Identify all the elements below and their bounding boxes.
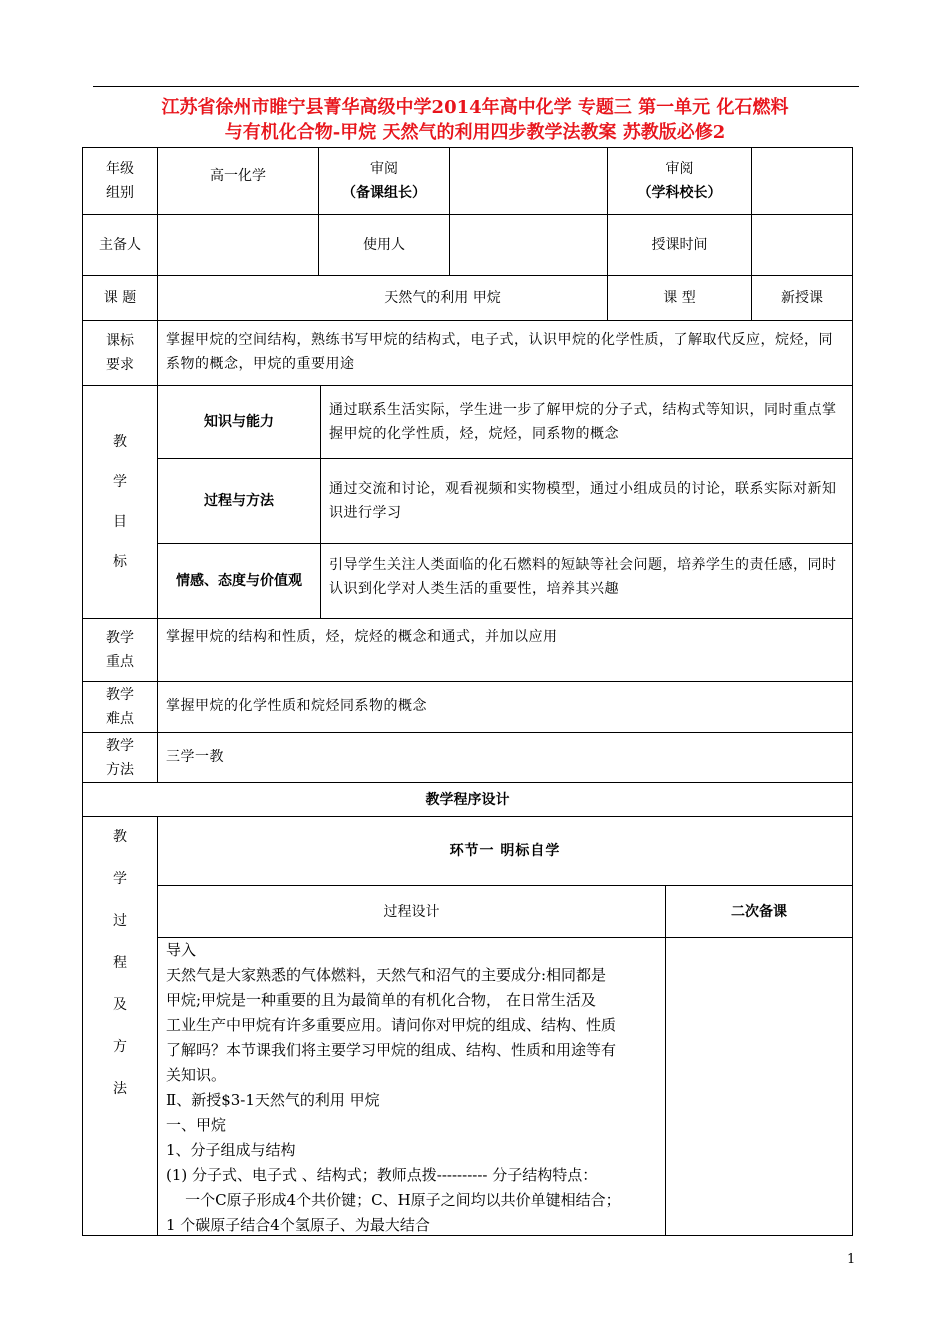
process-char-1: 教 [113, 829, 127, 845]
difficulties-label [82, 681, 158, 733]
document-title [80, 95, 870, 145]
stage-title: 环节一 明标自学 [157, 816, 853, 886]
title-line-2: 与有机化合物-甲烷 天然气的利用四步教学法教案 苏教版必修2 [224, 122, 726, 143]
procedure-title: 教学程序设计 [82, 782, 853, 817]
standard-text: 掌握甲烷的空间结构，熟练书写甲烷的结构式，电子式，认识甲烷的化学性质，了解取代反应，烷烃，同系物的概念，甲烷的重要用途 [157, 320, 853, 386]
process-line-5: 了解吗？本节课我们将主要学习甲烷的组成、结构、性质和用途等有 [166, 1041, 617, 1059]
key-points-label [82, 618, 158, 682]
topic-label: 课 题 [82, 275, 158, 321]
type-value: 新授课 [751, 275, 853, 321]
user-value [449, 214, 608, 276]
grade-label: 年级 [106, 161, 134, 177]
process-char-7: 法 [113, 1081, 127, 1097]
class-time-value [751, 214, 853, 276]
process-design-content [157, 937, 666, 1236]
review2-sub-label: （学科校长） [637, 185, 722, 201]
process-char-3: 过 [113, 913, 127, 929]
process-char-5: 及 [113, 997, 127, 1013]
objective-attitude-text: 引导学生关注人类面临的化石燃料的短缺等社会问题，培养学生的责任感，同时认识到化学对人类生活的重要性，培养其兴趣 [320, 543, 853, 619]
review-leader-label [318, 147, 450, 215]
process-line-2: 天然气是大家熟悉的气体燃料，天然气和沼气的主要成分:相同都是 [166, 966, 607, 984]
process-line-11: 一个C原子形成4个共价键；C、H原子之间均以共价单键相结合； [166, 1191, 621, 1209]
process-line-12: 1 个碳原子结合4个氢原子、为最大结合 [166, 1216, 430, 1234]
lesson-plan-table [82, 147, 853, 1236]
user-label: 使用人 [318, 214, 450, 276]
col-second-header: 二次备课 [665, 885, 853, 938]
grade-group-label [82, 147, 158, 215]
objective-knowledge-text: 通过联系生活实际，学生进一步了解甲烷的分子式，结构式等知识，同时重点掌握甲烷的化学性质，烃，烷烃，同系物的概念 [320, 385, 853, 459]
objective-process-text: 通过交流和讨论，观看视频和实物模型，通过小组成员的讨论，联系实际对新知识进行学习 [320, 458, 853, 544]
difficulties-text: 掌握甲烷的化学性质和烷烃同系物的概念 [157, 681, 853, 733]
standard-label [82, 320, 158, 386]
second-prep-content [665, 937, 853, 1236]
objective-attitude-label: 情感、态度与价值观 [157, 543, 321, 619]
process-line-10: (1) 分子式、电子式 、结构式；教师点拨---------- 分子结构特点： [166, 1166, 598, 1184]
key-points-label-1: 教学 [106, 630, 134, 646]
difficulties-label-1: 教学 [106, 687, 134, 703]
page-number: 1 [847, 1252, 856, 1267]
objectives-char-1: 教 [113, 434, 127, 450]
objectives-char-3: 目 [113, 514, 127, 530]
review-sub-label: （备课组长） [342, 185, 426, 201]
col-design-header: 过程设计 [157, 885, 666, 938]
objectives-label [82, 385, 158, 619]
method-text: 三学一教 [157, 732, 853, 783]
process-line-1: 导入 [166, 941, 197, 959]
topic-value: 天然气的利用 甲烷 [157, 275, 608, 321]
process-char-2: 学 [113, 871, 127, 887]
process-char-4: 程 [113, 955, 127, 971]
preparer-label: 主备人 [82, 214, 158, 276]
review-leader-value [449, 147, 608, 215]
process-line-6: 关知识。 [166, 1066, 227, 1084]
method-label-1: 教学 [106, 737, 134, 754]
method-label [82, 732, 158, 783]
standard-label-1: 课标 [106, 333, 134, 349]
grade-group-value: 高一化学 [157, 147, 319, 215]
title-line-1: 江苏省徐州市睢宁县菁华高级中学2014年高中化学 专题三 第一单元 化石燃料 [161, 97, 789, 118]
process-line-8: 一、甲烷 [166, 1116, 227, 1134]
method-label-2: 方法 [106, 761, 134, 778]
process-line-9: 1、分子组成与结构 [166, 1141, 296, 1159]
header-rule [93, 86, 859, 87]
objective-knowledge-label: 知识与能力 [157, 385, 321, 459]
review2-label: 审阅 [665, 161, 694, 177]
objectives-char-4: 标 [113, 554, 127, 570]
process-char-6: 方 [113, 1039, 127, 1055]
key-points-label-2: 重点 [106, 654, 134, 670]
objectives-char-2: 学 [113, 474, 127, 490]
standard-label-2: 要求 [106, 357, 134, 373]
process-line-4: 工业生产中甲烷有许多重要应用。请问你对甲烷的组成、结构、性质 [166, 1016, 617, 1034]
process-label [82, 816, 158, 1236]
review-label: 审阅 [370, 161, 398, 177]
preparer-value [157, 214, 319, 276]
process-line-7: Ⅱ、新授$3-1天然气的利用 甲烷 [166, 1091, 380, 1109]
review-principal-label [607, 147, 752, 215]
group-label: 组别 [106, 185, 134, 201]
difficulties-label-2: 难点 [106, 711, 134, 727]
process-line-3: 甲烷;甲烷是一种重要的且为最简单的有机化合物， 在日常生活及 [166, 991, 596, 1009]
review-principal-value [751, 147, 853, 215]
objective-process-label: 过程与方法 [157, 458, 321, 544]
type-label: 课 型 [607, 275, 752, 321]
key-points-text: 掌握甲烷的结构和性质，烃，烷烃的概念和通式，并加以应用 [157, 618, 853, 682]
class-time-label: 授课时间 [607, 214, 752, 276]
